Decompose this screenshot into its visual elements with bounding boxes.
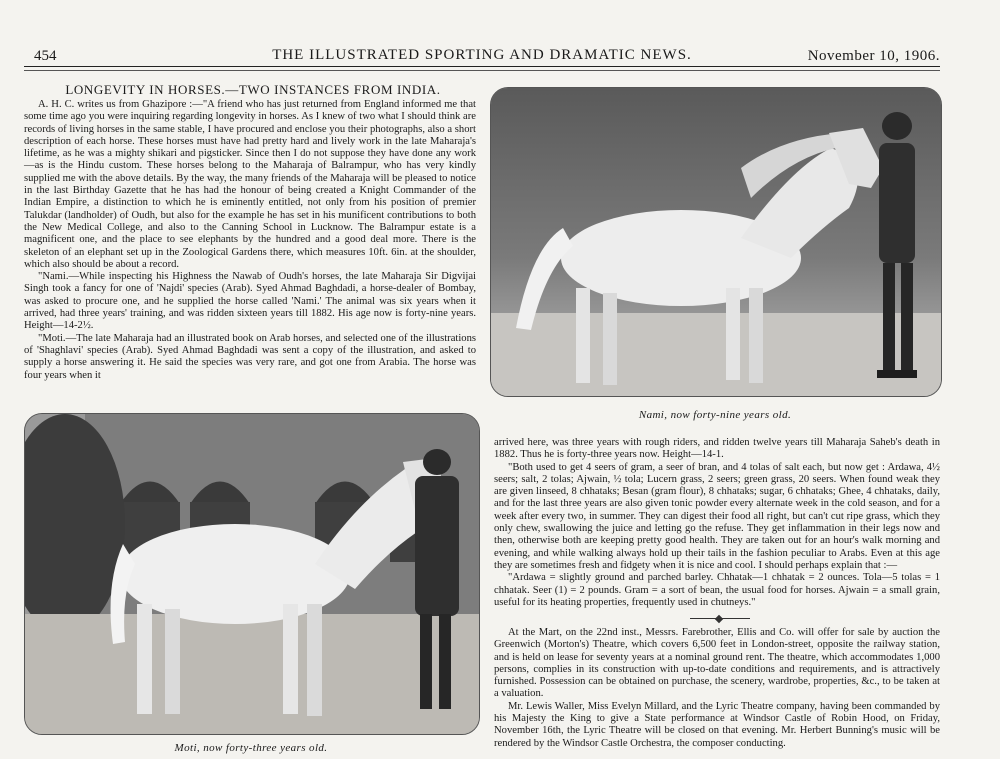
paragraph-mart: At the Mart, on the 22nd inst., Messrs. Farebrother, Ellis and Co. will offer for sale by auction the Greenwich (Morton's) Theatre, which covers 6,500 feet in London-street, opposite the railway station, and is held on lease for seventy years at a nominal ground rent. The theatre, which accommodates 1,000 persons, complies in its construction with up-to-date conditions and requirements, and is attractively furnished. Possession can be obtained on purchase, the scenery, wardrobe, properties, &c., to be taken at a valuation. — [494, 627, 940, 700]
horse-photo-moti-illustration — [25, 414, 479, 734]
caption-moti: Moti, now forty-three years old. — [174, 742, 328, 754]
page-number: 454 — [34, 48, 57, 64]
article-column-left — [24, 99, 476, 382]
page-header — [24, 46, 940, 68]
photo-moti — [24, 413, 480, 735]
paragraph-intro: A. H. C. writes us from Ghazipore :—"A friend who has just returned from England informed me that some time ago you were inquiring regarding longevity in horses. As I knew of two what I should think are records of living horses in the same stable, I have procured and enclose you their photographs, also a short description of each horse. These horses must have had pretty hard and lively work in the late Maharaja's lifetime, as he was a mighty shikari and pigsticker. Since then I do not suppose they have done any work—as is the Hindu custom. These horses belong to the Maharaja of Balrampur, who has very kindly supplied me with the above details. By the way, the many friends of the Maharaja will be pleased to notice in the last Birthday Gazette that he has had the honour of being created a Knight Commander of the Indian Empire, a distinction to which he is eminently entitled, not only from his position of premier Talukdar (landholder) of Oudh, but also for the example he has set in his munificent contributions to both the New Medical College, and also to the Canning School in Lucknow. The Balrampur estate is a magnificent one, and the place to see elephants by the hundred and a good deal more. There is the skeleton of an elephant set up in the Zoological Gardens there, which measures 10ft. 6in. at the shoulder, which also should be about a record. — [24, 99, 476, 270]
paragraph-waller: Mr. Lewis Waller, Miss Evelyn Millard, and the Lyric Theatre company, having been commanded by his Majesty the King to give a State performance at Windsor Castle of Robin Hood, on Friday, November 16th, the Lyric Theatre will be closed on that evening. Mr. Herbert Bunning's music will be rendered by the Windsor Castle Orchestra, the composer conducting. — [494, 700, 940, 749]
section-separator — [690, 618, 750, 619]
article-column-right — [494, 437, 940, 609]
paragraph-feeding: "Both used to get 4 seers of gram, a seer of bran, and 4 tolas of salt each, but now get : Ardawa, 4½ seers; salt, 2 tolas; Ajwain, ½ tola; Lucern grass, 2 seers; green grass, 20 seers. When found weak they are given linseed, 8 chhataks; Besan (gram flour), 8 chhataks; sugar, 6 chhataks; Ghee, 4 chhataks, daily, and for the last three years are also given tonic powder every alternate week in the cold season, and for a week after every two, in summer. They can digest their food all right, but can't cut ripe grass, which they only chew, swallowing the juice and letting go the refuse. They get inflammation in their legs now and then, otherwise both are keeping pretty good health. They are taken out for an hour's walk morning and evening, and while walking always hold up their tails in the fashion peculiar to Arabs. Even at this age they are sometimes fresh and fidgety when it is nice and cool. I should perhaps explain that :— — [494, 461, 940, 571]
paragraph-moti-continued: arrived here, was three years with rough riders, and ridden twelve years till Maharaja Saheb's death in 1882. Thus he is forty-three years now. Height—14-1. — [494, 437, 940, 461]
publication-title: THE ILLUSTRATED SPORTING AND DRAMATIC NEWS. — [272, 47, 692, 63]
paragraph-moti: "Moti.—The late Maharaja had an illustrated book on Arab horses, and selected one of the illustrations of 'Shaghlavi' species (Arab). Syed Ahmad Baghdadi was sent a copy of the illustration, and asked to supply a horse answering it. He said the species was very rare, and got one from Arabia. The horse was four years when it — [24, 332, 476, 381]
caption-nami: Nami, now forty-nine years old. — [638, 409, 792, 421]
notice-mart-auction — [494, 627, 940, 750]
paragraph-glossary: "Ardawa = slightly ground and parched barley. Chhatak—1 chhatak = 2 ounces. Tola—5 tolas = 1 chhatak. Seer (1) = 2 pounds. Gram = a sort of bean, the usual food for horses. Ajwain = a small grain, useful for its heating properties, frequently used in chutneys." — [494, 572, 940, 608]
header-rule-thin — [24, 70, 940, 71]
article-title: LONGEVITY IN HORSES.—TWO INSTANCES FROM INDIA. — [65, 82, 441, 97]
paragraph-nami: "Nami.—While inspecting his Highness the Nawab of Oudh's horses, the late Maharaja Sir Digvijai Singh took a fancy for one of 'Najdi' species (Arab). Syed Ahmad Baghdadi, a horse-dealer of Bombay, was asked to procure one, and he supplied the horse called 'Nami.' The animal was six years when it arrived, had three years' training, and was ridden sixteen years till 1882. His age now is forty-nine years. Height—14-2½. — [24, 271, 476, 332]
photo-nami — [490, 87, 942, 397]
header-rule — [24, 66, 940, 67]
horse-photo-nami-illustration — [491, 88, 941, 396]
issue-date: November 10, 1906. — [807, 48, 940, 64]
